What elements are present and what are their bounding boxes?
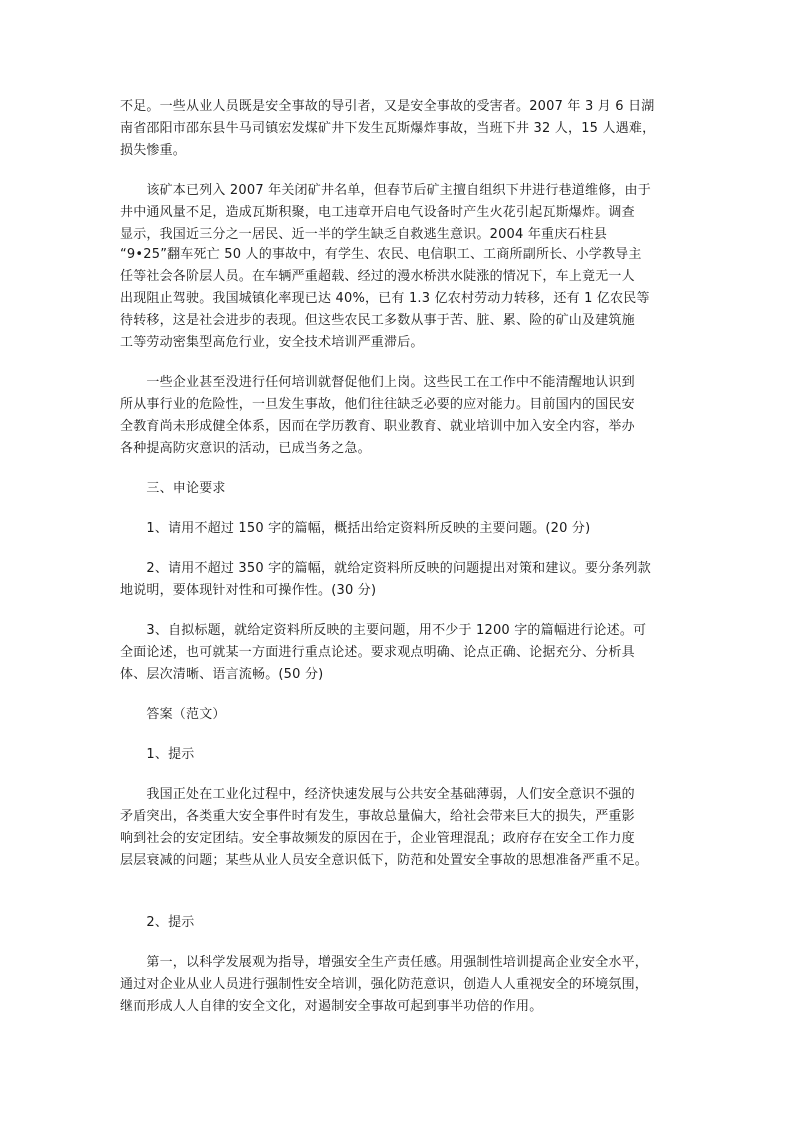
text-line: 所从事行业的危险性，一旦发生事故，他们往往缺乏必要的应对能力。目前国内的国民安 (120, 397, 635, 412)
text-line: 全教育尚未形成健全体系，因而在学历教育、职业教育、就业培训中加入安全内容，举办 (120, 419, 635, 434)
text-line: 不足。一些从业人员既是安全事故的导引者，又是安全事故的受害者。2007 年 3 月 6 日湖 (120, 99, 655, 114)
section-heading: 1、提示 (120, 747, 195, 762)
text-line: 第一，以科学发展观为指导，增强安全生产责任感。用强制性培训提高企业安全水平， (120, 955, 649, 970)
text-line: 工等劳动密集型高危行业，安全技术培训严重滞后。 (120, 335, 424, 350)
text-line: 待转移，这是社会进步的表现。但这些农民工多数从事于苦、脏、累、险的矿山及建筑施 (120, 313, 635, 328)
text-line: 继而形成人人自律的安全文化，对遏制安全事故可起到事半功倍的作用。 (120, 999, 543, 1014)
section-heading: 2、提示 (120, 915, 195, 930)
text-line: 1、请用不超过 150 字的篇幅，概括出给定资料所反映的主要问题。(20 分) (120, 521, 591, 536)
text-line: 地说明，要体现针对性和可操作性。(30 分) (120, 583, 377, 598)
text-line: 3、自拟标题，就给定资料所反映的主要问题，用不少于 1200 字的篇幅进行论述。可 (120, 623, 647, 638)
text-line: 一些企业甚至没进行任何培训就督促他们上岗。这些民工在工作中不能清醒地认识到 (120, 375, 635, 390)
text-line: “9•25”翻车死亡 50 人的事故中，有学生、农民、电信职工、工商所副所长、小学教导主 (120, 247, 642, 262)
text-line: 响到社会的安定团结。安全事故频发的原因在于，企业管理混乱；政府存在安全工作力度 (120, 831, 635, 846)
section-heading: 三、申论要求 (120, 481, 226, 496)
text-line: 该矿本已列入 2007 年关闭矿井名单，但春节后矿主擅自组织下井进行巷道维修，由于 (120, 183, 651, 198)
text-line: 出现阻止驾驶。我国城镇化率现已达 40%，已有 1.3 亿农村劳动力转移，还有 1 亿农民等 (120, 291, 650, 306)
text-line: 各种提高防灾意识的活动，已成当务之急。 (120, 441, 371, 456)
text-line: 矛盾突出，各类重大安全事件时有发生，事故总量偏大，给社会带来巨大的损失，严重影 (120, 809, 635, 824)
text-line: 层层衰减的问题；某些从业人员安全意识低下，防范和处置安全事故的思想准备严重不足。 (120, 853, 649, 868)
text-line: 损失惨重。 (120, 143, 187, 158)
text-line: 南省邵阳市邵东县牛马司镇宏发煤矿井下发生瓦斯爆炸事故，当班下井 32 人，15 人遇难， (120, 121, 656, 136)
section-heading: 答案（范文） (120, 707, 226, 722)
text-line: 体、层次清晰、语言流畅。(50 分) (120, 667, 324, 682)
text-line: 2、请用不超过 350 字的篇幅，就给定资料所反映的问题提出对策和建议。要分条列款 (120, 561, 651, 576)
text-line: 显示，我国近三分之一居民、近一半的学生缺乏自救逃生意识。2004 年重庆石柱县 (120, 227, 608, 242)
text-line: 全面论述，也可就某一方面进行重点论述。要求观点明确、论点正确、论据充分、分析具 (120, 645, 635, 660)
text-line: 我国正处在工业化过程中，经济快速发展与公共安全基础薄弱，人们安全意识不强的 (120, 787, 635, 802)
text-line: 通过对企业从业人员进行强制性安全培训，强化防范意识，创造人人重视安全的环境氛围， (120, 977, 649, 992)
text-line: 任等社会各阶层人员。在车辆严重超载、经过的漫水桥洪水陡涨的情况下，车上竟无一人 (120, 269, 635, 284)
text-line: 井中通风量不足，造成瓦斯积聚，电工违章开启电气设备时产生火花引起瓦斯爆炸。调查 (120, 205, 635, 220)
